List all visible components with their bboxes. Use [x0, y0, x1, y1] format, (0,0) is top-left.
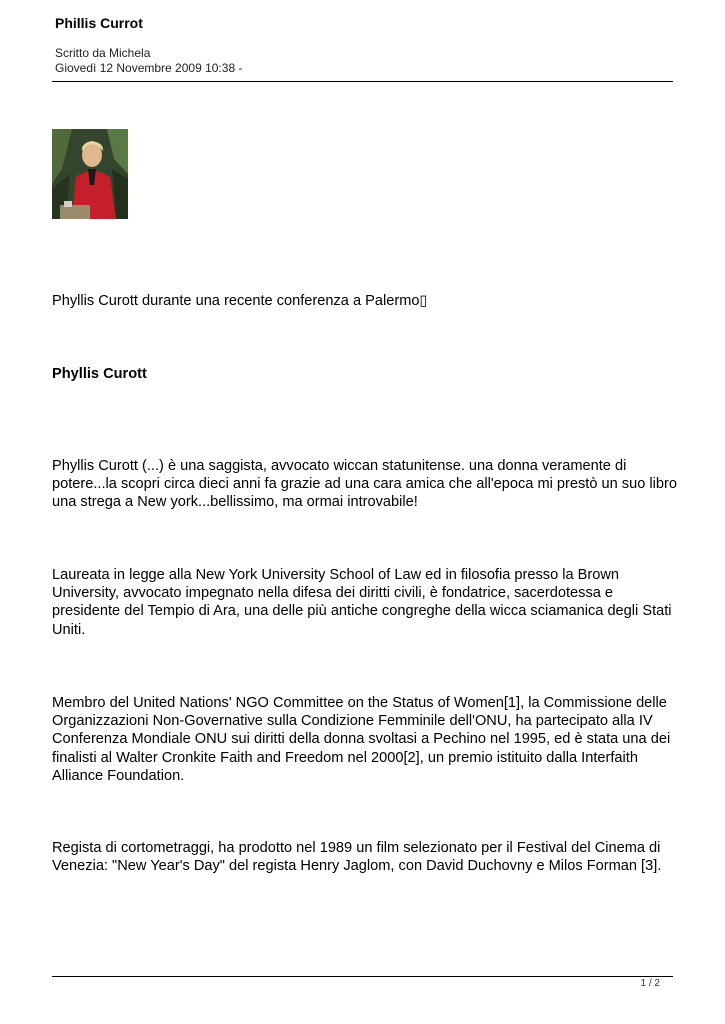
- page-title: Phillis Currot: [55, 15, 143, 31]
- article-subheading: Phyllis Curott: [52, 366, 147, 382]
- article-paragraph: Laureata in legge alla New York University School of Law ed in filosofia presso la Brown University, avvocato impegnato nella difesa dei diritti civili, è fondatrice, sacerdotessa e presidente del Tempio di Ara, una delle più antiche congreghe della wicca sciamanica degli Stati Uniti.: [52, 567, 672, 638]
- article-meta: [55, 46, 242, 76]
- article-paragraph: Phyllis Curott (...) è una saggista, avvocato wiccan statunitense. una donna veramente di potere...la scopri circa dieci anni fa grazie ad una cara amica che all'epoca mi prestò un suo libro una strega a New york...bellissimo, ma ormai introvabile!: [52, 458, 677, 511]
- photo-caption: Phyllis Curott durante una recente conferenza a Palermo▯: [52, 293, 428, 309]
- article-photo: [52, 129, 128, 219]
- article-paragraph: Regista di cortometraggi, ha prodotto nel 1989 un film selezionato per il Festival del Cinema di Venezia: "New Year's Day" del regista Henry Jaglom, con David Duchovny e Milos Forman [3].: [52, 840, 662, 875]
- page-indicator: 1 / 2: [640, 978, 660, 989]
- author-line: Scritto da Michela: [55, 46, 151, 60]
- header-divider: [52, 81, 673, 82]
- footer-divider: [52, 976, 673, 977]
- article-paragraph: Membro del United Nations' NGO Committee on the Status of Women[1], la Commissione delle Organizzazioni Non-Governative sulla Condizione Femminile dell'ONU, ha partecipato alla IV Conferenza Mondiale ONU sui diritti della donna svoltasi a Pechino nel 1995, ed è stata una dei finalisti al Walter Cronkite Faith and Freedom nel 2000[2], un premio istituito dalla Interfaith Alliance Foundation.: [52, 695, 671, 784]
- date-line: Giovedì 12 Novembre 2009 10:38 -: [55, 61, 243, 75]
